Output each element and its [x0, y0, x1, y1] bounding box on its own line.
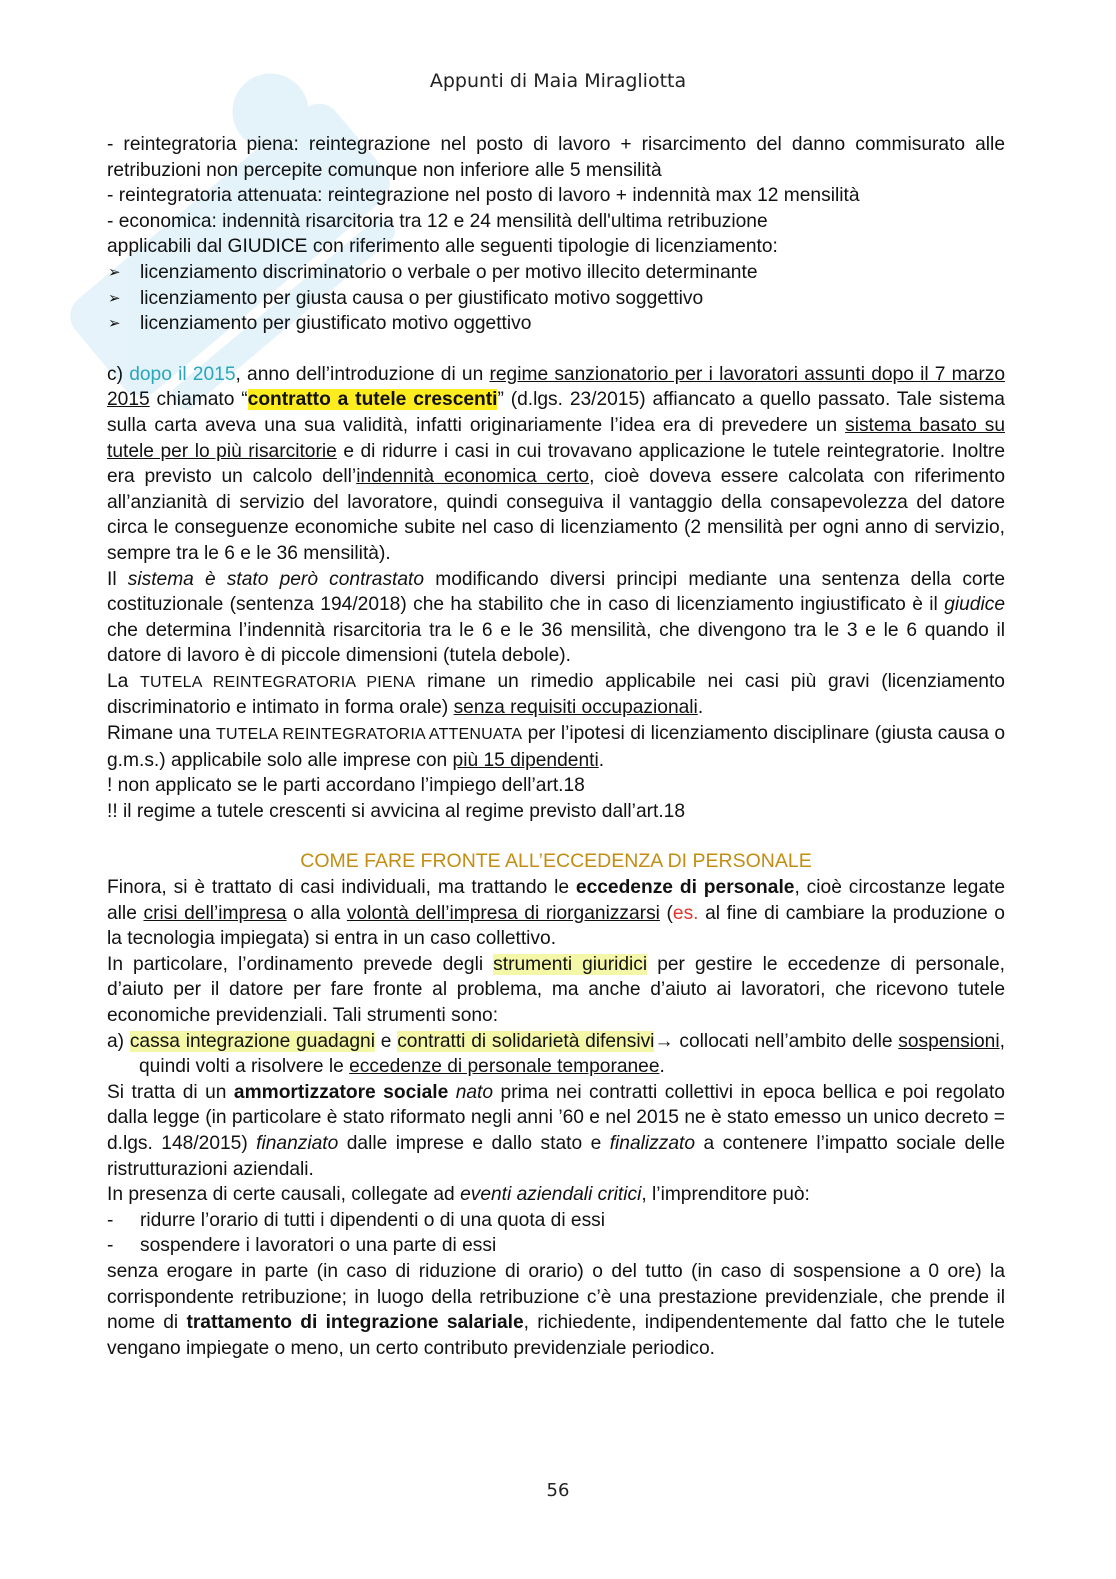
list-item: ➢ licenziamento per giustificato motivo oggettivo: [107, 311, 1005, 337]
paragraph: - economica: indennità risarcitoria tra 12 e 24 mensilità dell'ultima retribuzione: [107, 210, 768, 232]
paragraph: senza erogare in parte (in caso di riduzione di orario) o del tutto (in caso di sospensione a 0 ore) la corrispondente retribuzione; in luogo della retribuzione c’è una prestazione previdenziale, che prende il nome di trattamento di integrazione salariale, richiedente, indipendentemente dal fatto che le tutele vengano impiegate o meno, un certo contributo previdenziale periodico.: [107, 1260, 1005, 1359]
paragraph: In particolare, l’ordinamento prevede degli strumenti giuridici per gestire le eccedenze di personale, d’aiuto per il datore per fare fronte al problema, ma anche d’aiuto ai lavoratori, che ricevono tutele economiche previdenziali. Tali strumenti sono:: [107, 953, 1005, 1026]
paragraph: Si tratta di un ammortizzatore sociale nato prima nei contratti collettivi in epoca bellica e poi regolato dalla legge (in particolare è stato riformato negli anni ’60 e nel 2015 ne è stato emesso un unico decreto = d.lgs. 148/2015) finanziato dalle imprese e dallo stato e finalizzato a contenere l’impatto sociale delle ristrutturazioni aziendali.: [107, 1081, 1005, 1180]
paragraph: - reintegratoria piena: reintegrazione nel posto di lavoro + risarcimento del danno commisurato alle retribuzioni non percepite comunque non inferiore alle 5 mensilità: [107, 134, 1005, 181]
paragraph: c) dopo il 2015, anno dell’introduzione di un regime sanzionatorio per i lavoratori assunti dopo il 7 marzo 2015 chiamato “contratto a tutele crescenti” (d.lgs. 23/2015) affiancato a quello passato. Tale sistema sulla carta aveva una sua validità, infatti originariamente l’idea era di prevedere un sistema basato su tutele per lo più risarcitorie e di ridurre i casi in cui trovavano applicazione le tutele reintegratorie. Inoltre era previsto un calcolo dell’indennità economica certo, cioè doveva essere calcolata con riferimento all’anzianità di servizio del lavoratore, quindi conseguiva il vantaggio della consapevolezza del datore circa le conseguenze economiche subite nel caso di licenziamento (2 mensilità per ogni anno di servizio, sempre tra le 6 e le 36 mensilità).: [107, 363, 1005, 564]
arrow-bullet-icon: ➢: [108, 289, 121, 307]
paragraph: - reintegratoria attenuata: reintegrazione nel posto di lavoro + indennità max 12 mensilità: [107, 185, 860, 207]
note: ! non applicato se le parti accordano l’impiego dell’art.18: [107, 775, 585, 797]
list-item: - ridurre l’orario di tutti i dipendenti o di una quota di essi: [107, 1209, 606, 1231]
list-item: - sospendere i lavoratori o una parte di essi: [107, 1235, 497, 1257]
arrow-bullet-icon: ➢: [108, 315, 121, 333]
list-item: ➢ licenziamento per giusta causa o per giustificato motivo soggettivo: [107, 286, 1005, 312]
paragraph: Rimane una TUTELA REINTEGRATORIA ATTENUATA per l’ipotesi di licenziamento disciplinare (giusta causa o g.m.s.) applicabile solo alle imprese con più 15 dipendenti.: [107, 723, 1005, 771]
paragraph: Finora, si è trattato di casi individuali, ma trattando le eccedenze di personale, cioè circostanze legate alle crisi dell’impresa o alla volontà dell’impresa di riorganizzarsi (es. al fine di cambiare la produzione o la tecnologia impiegata) si entra in un caso collettivo.: [107, 877, 1005, 950]
paragraph: Il sistema è stato però contrastato modificando diversi principi mediante una sentenza della corte costituzionale (sentenza 194/2018) che ha stabilito che in caso di licenziamento ingiustificato è il giudice che determina l’indennità risarcitoria tra le 6 e le 36 mensilità, che divengono tra le 3 e le 6 quando il datore di lavoro è di piccole dimensioni (tutela debole).: [107, 568, 1005, 667]
list-item: a) cassa integrazione guadagni e contratti di solidarietà difensivi→ collocati nell’ambito delle sospensioni, quindi volti a risolvere le eccedenze di personale temporanee.: [107, 1030, 1005, 1078]
list-item: ➢ licenziamento discriminatorio o verbale o per motivo illecito determinante: [107, 260, 1005, 286]
paragraph: La TUTELA REINTEGRATORIA PIENA rimane un rimedio applicabile nei casi più gravi (licenziamento discriminatorio e intimato in forma orale) senza requisiti occupazionali.: [107, 670, 1005, 719]
page-content: [107, 132, 1005, 1361]
paragraph: In presenza di certe causali, collegate ad eventi aziendali critici, l’imprenditore può:: [107, 1184, 810, 1206]
page-number: 56: [546, 1480, 570, 1501]
page-header: Appunti di Maia Miragliotta: [429, 70, 687, 92]
arrow-bullet-icon: ➢: [108, 263, 121, 281]
note: !! il regime a tutele crescenti si avvicina al regime previsto dall’art.18: [107, 800, 686, 822]
paragraph: applicabili dal GIUDICE con riferimento alle seguenti tipologie di licenziamento:: [107, 236, 778, 258]
section-title: COME FARE FRONTE ALL’ECCEDENZA DI PERSONALE: [300, 850, 812, 873]
